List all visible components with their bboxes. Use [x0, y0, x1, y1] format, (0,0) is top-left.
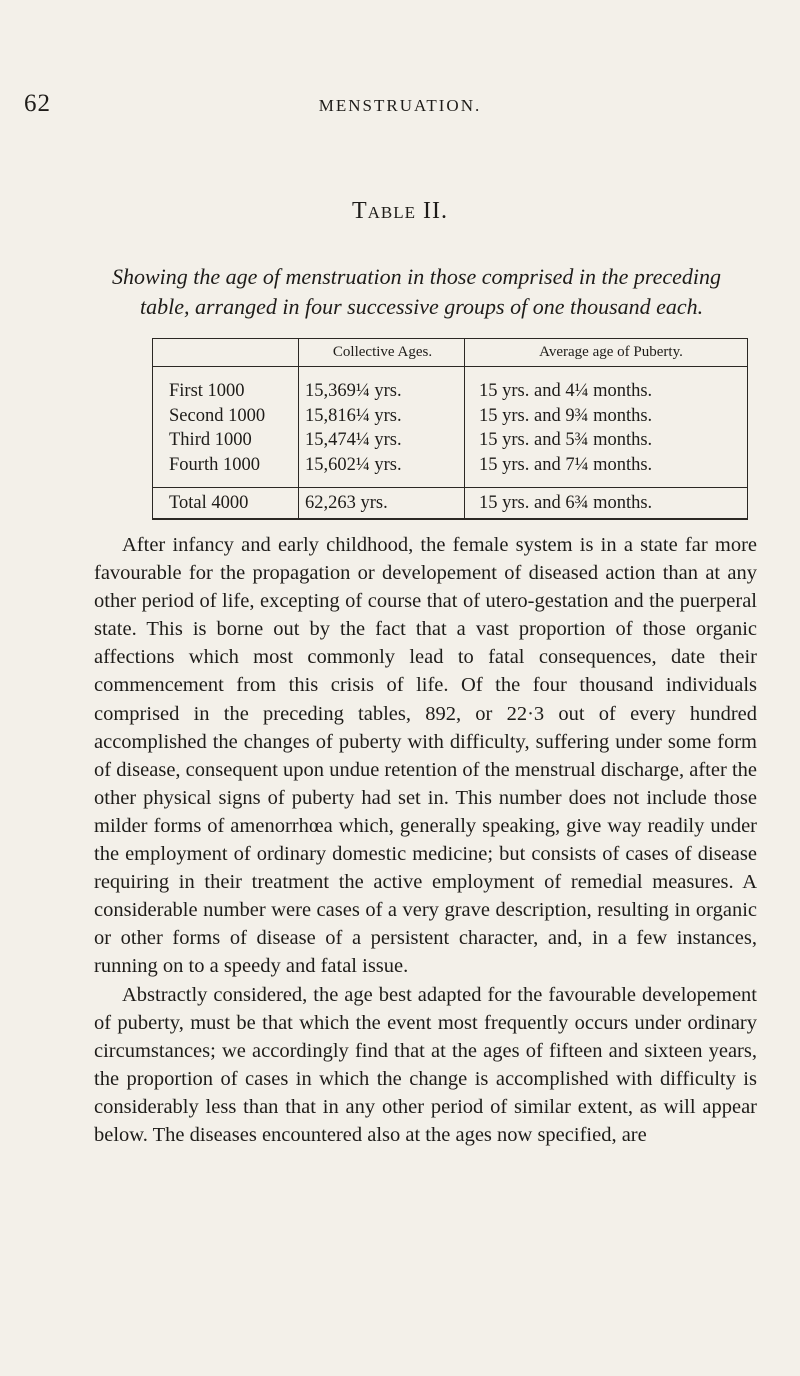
table-title: Table II. [351, 198, 449, 224]
table-row [153, 404, 748, 429]
paragraph: After infancy and early childhood, the female system is in a state far more favourable for the propagation or developement of diseased action than at any other period of life, excepting of course that of utero-gestation and the puerperal state. This is borne out by the fact that a vast proportion of those organic affections which most commonly lead to fatal consequences, date their commencement from this crisis of life. Of the four thousand individuals comprised in the preceding tables, 892, or 22·3 out of every hundred accomplished the changes of puberty with difficulty, suffering under some form of disease, consequent upon undue retention of the menstrual discharge, after the other physical signs of puberty had set in. This number does not include those milder forms of amenorrhœa which, generally speaking, give way readily under the employment of ordinary domestic medicine; but consists of cases of disease requiring in their treatment the active employment of remedial measures. A considerable number were cases of a very grave description, resulting in organic or other forms of disease of a persistent character, and, in a few instances, running on to a speedy and fatal issue. [94, 534, 757, 978]
table-row [153, 379, 748, 404]
row-group: Fourth 1000 [153, 453, 299, 478]
row-group: First 1000 [153, 379, 299, 404]
table-row [153, 428, 748, 453]
total-group: Total 4000 [153, 488, 299, 520]
table-caption [112, 262, 772, 322]
row-ages: 15,369¼ yrs. [299, 379, 465, 404]
caption-line-1: Showing the age of menstruation in those comprised in the preceding [112, 264, 721, 289]
paragraph: Abstractly considered, the age best adapted for the favourable developement of puberty, must be that which the event most frequently occurs under ordinary circumstances; we accordingly find that at the ages of fifteen and sixteen years, the proportion of cases in which the change is accomplished with difficulty is considerably less than that in any other period of similar extent, as will appear below. The diseases encountered also at the ages now specified, are [94, 983, 757, 1146]
body-text [94, 531, 757, 1149]
header-average-age: Average age of Puberty. [465, 339, 748, 367]
row-ages: 15,816¼ yrs. [299, 404, 465, 429]
running-title: MENSTRUATION. [318, 96, 482, 115]
row-average: 15 yrs. and 5¾ months. [465, 428, 748, 453]
header-collective-ages: Collective Ages. [299, 339, 465, 367]
table-header-row [153, 339, 748, 367]
page-number: 62 [24, 90, 51, 117]
row-group: Second 1000 [153, 404, 299, 429]
table-spacer [153, 477, 748, 488]
table-total-row [153, 488, 748, 520]
table-row [153, 453, 748, 478]
puberty-age-table [152, 338, 748, 520]
table-spacer [153, 367, 748, 380]
row-average: 15 yrs. and 9¾ months. [465, 404, 748, 429]
header-group [153, 339, 299, 367]
row-ages: 15,474¼ yrs. [299, 428, 465, 453]
row-ages: 15,602¼ yrs. [299, 453, 465, 478]
total-ages: 62,263 yrs. [299, 488, 465, 520]
row-group: Third 1000 [153, 428, 299, 453]
row-average: 15 yrs. and 7¼ months. [465, 453, 748, 478]
total-average: 15 yrs. and 6¾ months. [465, 488, 748, 520]
row-average: 15 yrs. and 4¼ months. [465, 379, 748, 404]
caption-line-2: table, arranged in four successive groups of one thousand each. [140, 294, 704, 319]
